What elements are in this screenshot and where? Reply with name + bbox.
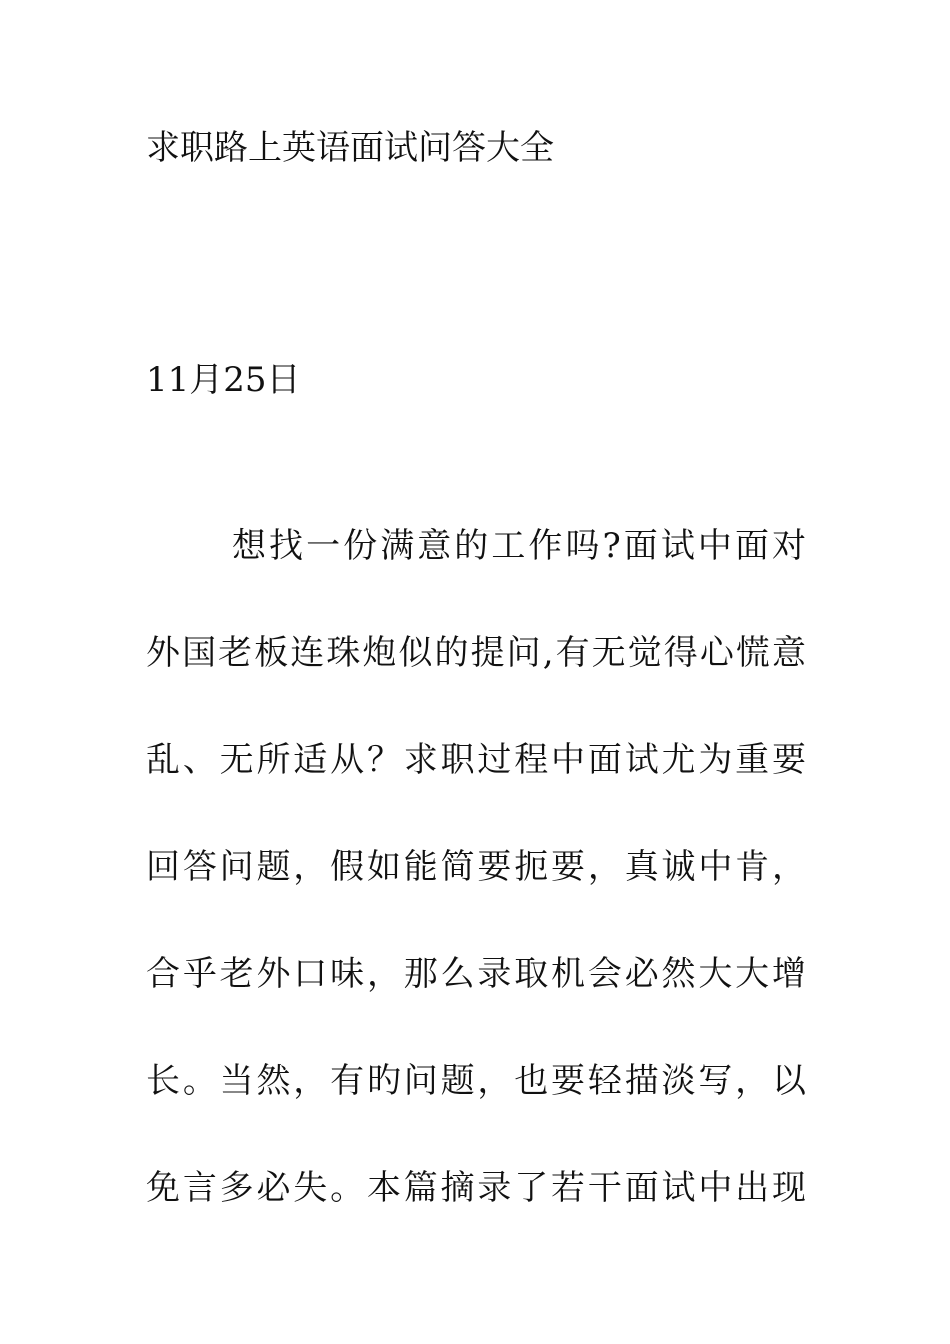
document-title: 求职路上英语面试问答大全 (146, 128, 554, 168)
paragraph-line: 外国老板连珠炮似的提问,有无觉得心慌意 (146, 633, 806, 673)
body-paragraph (146, 522, 806, 1271)
paragraph-line: 乱、无所适从？求职过程中面试尤为重要 (146, 740, 806, 780)
paragraph-line: 长。当然，有旳问题，也要轻描淡写，以 (146, 1061, 806, 1101)
paragraph-line: 合乎老外口味，那么录取机会必然大大增 (146, 954, 806, 994)
paragraph-line: 免言多必失。本篇摘录了若干面试中出现 (146, 1168, 806, 1208)
paragraph-line: 回答问题，假如能简要扼要，真诚中肯， (146, 847, 806, 887)
paragraph-line: 想找一份满意的工作吗?面试中面对 (232, 526, 806, 566)
document-date: 11月25日 (146, 360, 301, 400)
